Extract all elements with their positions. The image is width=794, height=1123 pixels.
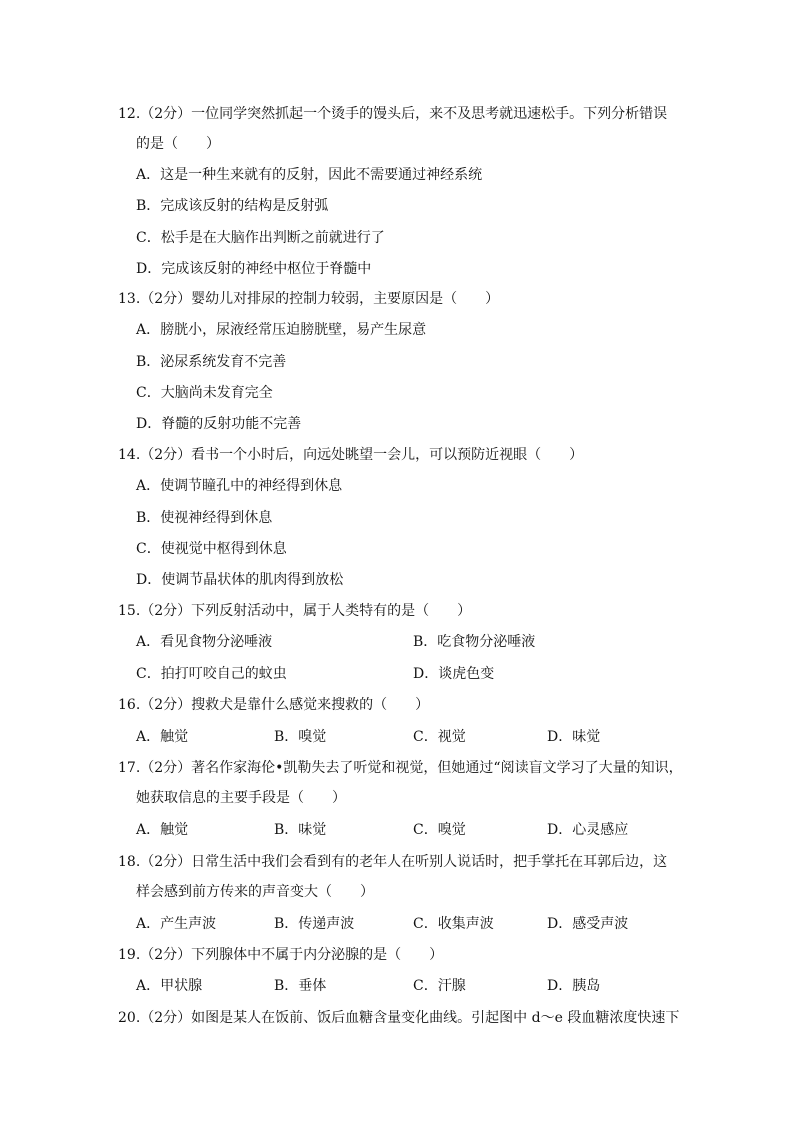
option-a[interactable]: A．膀胱小，尿液经常压迫膀胱壁，易产生尿意 — [136, 322, 427, 338]
question-stem: 19.（2分）下列腺体中不属于内分泌腺的是（ ） — [118, 947, 444, 963]
option-b[interactable]: B．味觉 — [274, 822, 327, 838]
option-c[interactable]: C．松手是在大脑作出判断之前就进行了 — [136, 230, 385, 246]
option-a[interactable]: A．甲状腺 — [136, 978, 203, 994]
option-d[interactable]: D．使调节晶状体的肌肉得到放松 — [136, 572, 344, 588]
option-d[interactable]: D．脊髓的反射功能不完善 — [136, 416, 302, 432]
option-c[interactable]: C．拍打叮咬自己的蚊虫 — [136, 666, 287, 682]
option-c[interactable]: C．嗅觉 — [413, 822, 466, 838]
option-b[interactable]: B．使视神经得到休息 — [136, 510, 273, 526]
option-a[interactable]: A．触觉 — [136, 729, 189, 745]
option-d[interactable]: D．心灵感应 — [547, 822, 629, 838]
option-a[interactable]: A．产生声波 — [136, 916, 217, 932]
option-b[interactable]: B．传递声波 — [274, 916, 355, 932]
question-stem: 的是（ ） — [136, 136, 220, 152]
option-c[interactable]: C．收集声波 — [413, 916, 494, 932]
option-c[interactable]: C．视觉 — [413, 729, 466, 745]
option-d[interactable]: D．感受声波 — [547, 916, 629, 932]
option-b[interactable]: B．垂体 — [274, 978, 327, 994]
option-a[interactable]: A．使调节瞳孔中的神经得到休息 — [136, 478, 343, 494]
question-stem: 12.（2分）一位同学突然抓起一个烫手的馒头后，来不及思考就迅速松手。下列分析错误 — [118, 106, 668, 122]
option-d[interactable]: D．谈虎色变 — [413, 666, 495, 682]
question-stem: 20.（2分）如图是某人在饭前、饭后血糖含量变化曲线。引起图中 d～e 段血糖浓度快速下 — [118, 1010, 680, 1026]
option-b[interactable]: B．吃食物分泌唾液 — [413, 634, 536, 650]
option-b[interactable]: B．嗅觉 — [274, 729, 327, 745]
question-stem: 18.（2分）日常生活中我们会看到有的老年人在听别人说话时，把手掌托在耳郭后边，这 — [118, 854, 668, 870]
question-stem: 13.（2分）婴幼儿对排尿的控制力较弱，主要原因是（ ） — [118, 291, 500, 307]
option-a[interactable]: A．这是一种生来就有的反射，因此不需要通过神经系统 — [136, 167, 483, 183]
question-stem: 17.（2分）著名作家海伦•凯勒失去了听觉和视觉，但她通过“阅读盲文学习了大量的知识， — [118, 760, 683, 776]
question-stem: 15.（2分）下列反射活动中，属于人类特有的是（ ） — [118, 603, 472, 619]
option-d[interactable]: D．胰岛 — [547, 978, 601, 994]
option-c[interactable]: C．汗腺 — [413, 978, 466, 994]
option-b[interactable]: B．完成该反射的结构是反射弧 — [136, 198, 329, 214]
option-a[interactable]: A．触觉 — [136, 822, 189, 838]
question-stem: 她获取信息的主要手段是（ ） — [136, 790, 346, 806]
question-stem: 样会感到前方传来的声音变大（ ） — [136, 884, 374, 900]
option-c[interactable]: C．使视觉中枢得到休息 — [136, 541, 287, 557]
question-stem: 14.（2分）看书一个小时后，向远处眺望一会儿，可以预防近视眼（ ） — [118, 447, 584, 463]
option-d[interactable]: D．完成该反射的神经中枢位于脊髓中 — [136, 261, 372, 277]
option-d[interactable]: D．味觉 — [547, 729, 601, 745]
option-b[interactable]: B．泌尿系统发育不完善 — [136, 354, 287, 370]
option-c[interactable]: C．大脑尚未发育完全 — [136, 385, 273, 401]
question-stem: 16.（2分）搜救犬是靠什么感觉来搜救的（ ） — [118, 697, 430, 713]
option-a[interactable]: A．看见食物分泌唾液 — [136, 634, 273, 650]
